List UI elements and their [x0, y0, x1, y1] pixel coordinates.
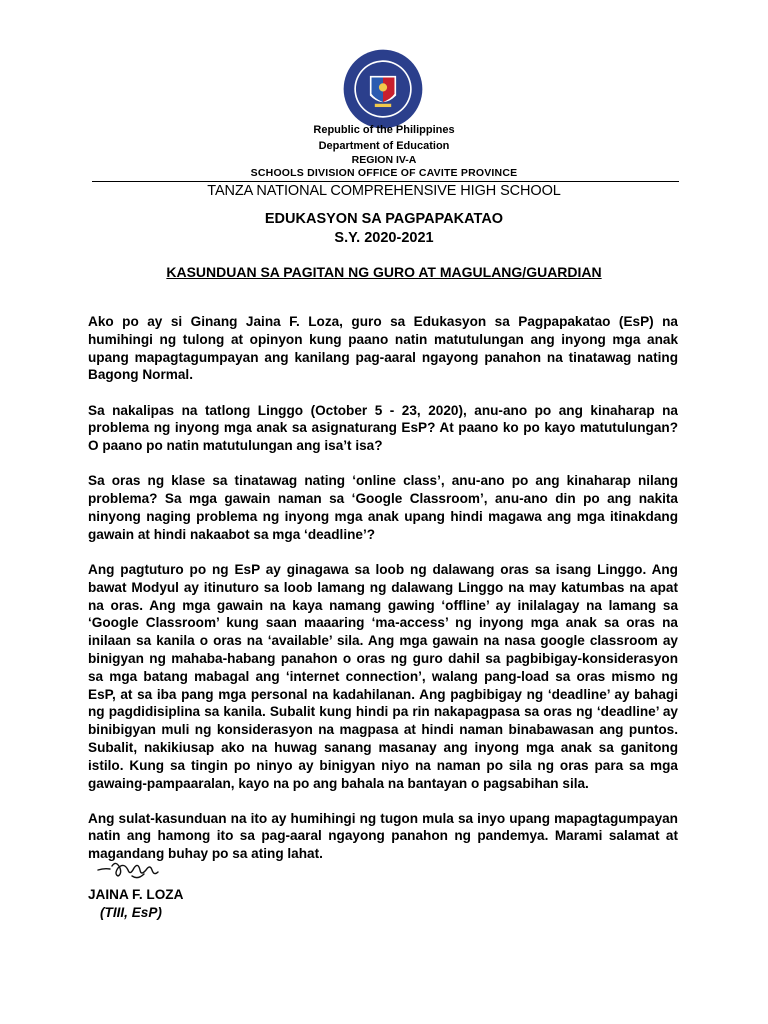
letter-body [88, 313, 678, 880]
school-year: S.Y. 2020-2021 [334, 230, 434, 246]
paragraph: Ang sulat-kasunduan na ito ay humihingi ng tugon mula sa inyo upang mapagtagumpayan natin ang hamong ito sa pag-aaral ngayong panahon ng pandemya. Marami salamat at magandang buhay po sa ating lahat. [88, 810, 678, 862]
paragraph: Ako po ay si Ginang Jaina F. Loza, guro sa Edukasyon sa Pagpapakatao (EsP) na humihingi ng tulong at opinyon kung paano natin matutulungan ang inyong mga anak upang mapagtagumpayan ang kanilang pag-aaral ngayong panahon na tinatawag nating Bagong Normal. [88, 314, 678, 383]
paragraph: Sa nakalipas na tatlong Linggo (October 5 - 23, 2020), anu-ano po ang kinaharap na problema ng inyong mga anak sa asignaturang EsP? At paano ko po kayo matutulungan? O paano po natin matutulungan ang isa’t isa? [88, 402, 678, 454]
division-line: SCHOOLS DIVISION OFFICE OF CAVITE PROVINCE [250, 167, 518, 179]
handwritten-signature [96, 856, 186, 884]
region-line: REGION IV-A [351, 154, 417, 166]
deped-seal-icon [342, 48, 424, 130]
signer-position: (TIII, EsP) [100, 905, 162, 920]
document-title: KASUNDUAN SA PAGITAN NG GURO AT MAGULANG/GUARDIAN [166, 264, 602, 280]
signer-name: JAINA F. LOZA [88, 887, 184, 902]
paragraph: Ang pagtuturo po ng EsP ay ginagawa sa loob ng dalawang oras sa isang Linggo. Ang bawat Modyul ay itinuturo sa loob lamang ng dalawang Linggo na may katumbas na apat na oras. Ang mga gawain na kaya namang gawing ‘offline’ ay inilalagay na lamang sa ‘Google Classroom’ kung saan maaaring ‘ma-access’ ng inyong mga anak sa oras na inilaan sa kanila o oras na ‘available’ sila. Ang mga gawain na nasa google classroom ay binigyan ng mahaba-habang panahon o oras ng guro dahil sa pagbibigay-konsiderasyon sa mga batang mabagal ang ‘internet connection’, walang pang-load sa oras mismo ng EsP, at sa iba pang mga personal na kadahilanan. Ang pagbibigay ng ‘deadline’ ay bahagi ng pagdidisiplina sa kanila. Subalit kung hindi pa rin nakapagpasa sa oras ng ‘deadline’ ay binibigyan muli ng konsiderasyon na magpasa at hindi naman binabawasan ang puntos. Subalit, nakikiusap ako na huwag sanang masanay ang inyong mga anak sa ganitong istilo. Kung sa tingin po ninyo ay binigyan niyo na naman po sila ng oras para sa mga gawaing-pampaaralan, kayo na po ang bahala na bantayan o pagsabihan sila. [88, 561, 678, 791]
subject-name: EDUKASYON SA PAGPAPAKATAO [264, 211, 504, 227]
school-name: TANZA NATIONAL COMPREHENSIVE HIGH SCHOOL [207, 183, 561, 199]
paragraph: Sa oras ng klase sa tinatawag nating ‘online class’, anu-ano po ang kinaharap nilang problema? Sa mga gawain naman sa ‘Google Classroom’, anu-ano din po ang nakita ninyong naging problema ng inyong mga anak upang hindi magawa ang mga itinakdang gawain at hindi nakaabot sa mga ‘deadline’? [88, 473, 678, 542]
department-line: Department of Education [318, 140, 450, 152]
header-divider [92, 181, 679, 182]
republic-line: Republic of the Philippines [313, 124, 455, 136]
